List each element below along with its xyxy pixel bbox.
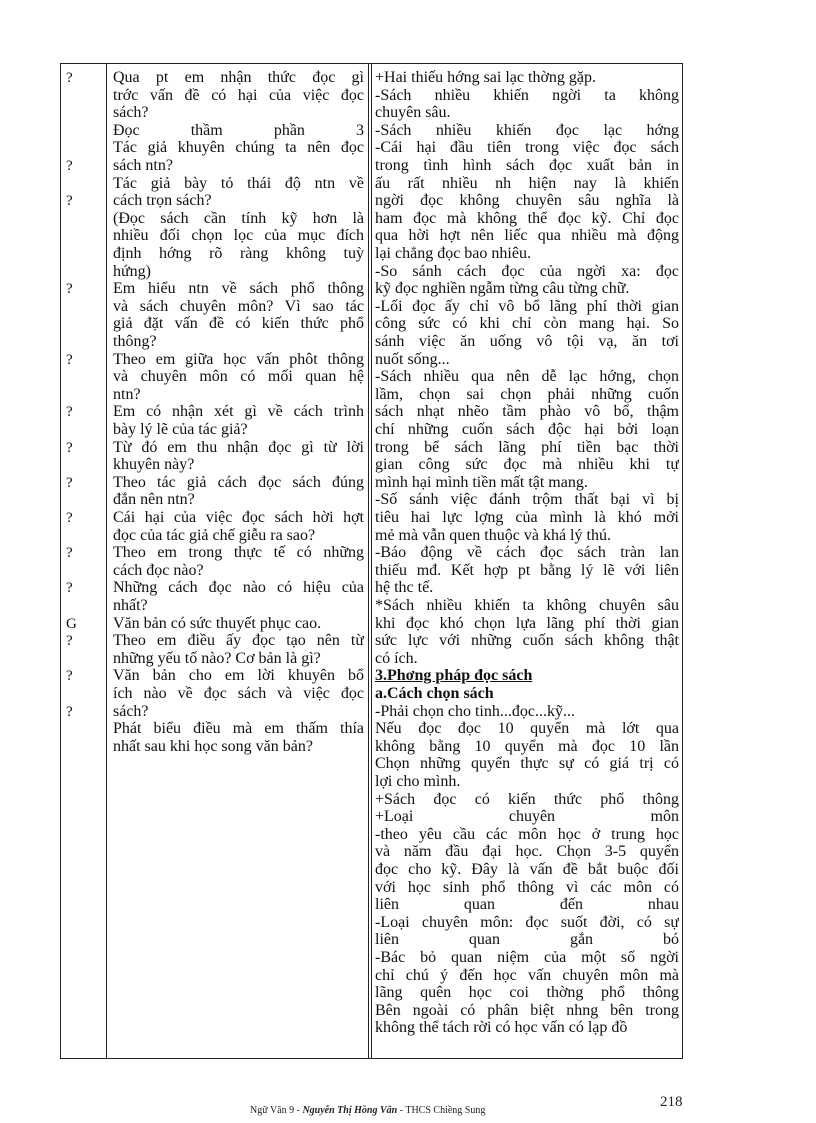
content-line: công sức có khi chỉ còn mang hại. So bbox=[375, 315, 679, 333]
question-line: những yếu tố nào? Cơ bản là gì? bbox=[113, 649, 321, 667]
question-line: Tác giả bày tỏ thái độ ntn về bbox=[113, 174, 364, 192]
question-mark: ? bbox=[66, 474, 73, 491]
content-line: mẻ mà vẫn quen thuộc và khá lý thú. bbox=[375, 526, 611, 544]
page-number: 218 bbox=[660, 1094, 683, 1110]
question-mark: G bbox=[66, 615, 77, 632]
content-line: chí những cuốn sách độc hại bởi loạn bbox=[375, 421, 679, 438]
content-line: và năm đầu đại học. Chọn 3-5 quyển bbox=[375, 843, 679, 861]
content-line: lãng quên học coi thờng phổ thông bbox=[375, 984, 679, 1002]
content-line: có ích. bbox=[375, 649, 418, 667]
content-line: Bên ngoài có phân biệt nhng bên trong bbox=[375, 1001, 679, 1019]
question-line: Theo em điều ấy đọc tạo nên từ bbox=[113, 632, 364, 650]
question-line: Văn bản có sức thuyết phục cao. bbox=[113, 614, 322, 632]
question-line: nhất? bbox=[113, 597, 148, 614]
content-line: trong bể sách lãng phí tiền bạc thời bbox=[375, 438, 679, 456]
content-line: tiêu hai lực lợng của mình là khó mởi bbox=[375, 509, 679, 526]
question-line: ích nào về đọc sách và việc đọc bbox=[113, 685, 364, 702]
content-line: -Sách nhiều qua nên dễ lạc hớng, chọn bbox=[375, 368, 679, 386]
content-line: *Sách nhiều khiến ta không chuyên sâu bbox=[375, 597, 679, 614]
content-line: liên quan gắn bó bbox=[375, 931, 679, 949]
question-line: Em có nhận xét gì về cách trình bbox=[113, 403, 364, 421]
question-line: Qua pt em nhận thức đọc gì bbox=[113, 69, 364, 86]
question-line: khuyên này? bbox=[113, 456, 195, 474]
question-line: sách? bbox=[113, 702, 149, 720]
question-line: Văn bản cho em lời khuyên bổ bbox=[113, 667, 364, 685]
content-line: -Số sánh việc đánh trộm thất bại vì bị bbox=[375, 491, 679, 509]
column-divider bbox=[106, 64, 107, 1058]
content-line: chuyên sâu. bbox=[375, 104, 451, 122]
content-line: gian công sức đọc mà nhiều khi tự bbox=[375, 456, 679, 474]
question-line: (Đọc sách cần tính kỹ hơn là bbox=[113, 209, 364, 227]
content-line: -Sách nhiều khiến ngời ta không bbox=[375, 86, 679, 104]
content-line: ham đọc mà không thể đọc kỹ. Chỉ đọc bbox=[375, 209, 679, 227]
question-line: đắn nên ntn? bbox=[113, 491, 195, 509]
content-line: lại chẳng đọc bao nhiêu. bbox=[375, 245, 531, 262]
question-line: cách đọc nào? bbox=[113, 561, 204, 579]
question-mark: ? bbox=[66, 404, 73, 421]
question-line: định hớng rõ ràng không tuỳ bbox=[113, 245, 364, 262]
content-line: -Loại chuyên môn: đọc suốt đời, có sự bbox=[375, 913, 679, 931]
lesson-table bbox=[60, 63, 683, 1059]
question-mark: ? bbox=[66, 193, 73, 210]
content-line: -Báo động về cách đọc sách tràn lan bbox=[375, 544, 679, 562]
column-divider bbox=[368, 64, 369, 1058]
footer-subject: Ngữ Văn 9 - bbox=[250, 1105, 300, 1116]
question-line: và chuyên môn có mối quan hệ bbox=[113, 368, 364, 386]
question-mark: ? bbox=[66, 580, 73, 597]
content-line: trong tình hình sách đọc xuất bản in bbox=[375, 157, 679, 174]
question-line: bày lý lẽ của tác giả? bbox=[113, 421, 248, 438]
question-line: Phát biểu điều mà em thấm thía bbox=[113, 720, 364, 738]
content-line: khi đọc khó chọn lựa lãng phí thời gian bbox=[375, 614, 679, 632]
question-mark: ? bbox=[66, 158, 73, 174]
question-line: thông? bbox=[113, 333, 157, 350]
content-line: -theo yêu cầu các môn học ở trung học bbox=[375, 825, 679, 843]
content-line: liên quan đến nhau bbox=[375, 896, 679, 914]
question-mark: ? bbox=[66, 351, 73, 368]
content-line: lợi cho mình. bbox=[375, 773, 461, 790]
question-line: cách trọn sách? bbox=[113, 192, 212, 210]
question-line: Tác giả khuyên chúng ta nên đọc bbox=[113, 139, 364, 157]
content-line: đọc cho kỹ. Đây là vấn đề bắt buộc đối bbox=[375, 861, 679, 878]
question-line: sách? bbox=[113, 104, 149, 122]
section-heading: 3.Phơng pháp đọc sách bbox=[375, 667, 533, 685]
question-line: và sách chuyên môn? Vì sao tác bbox=[113, 297, 364, 315]
page-footer bbox=[250, 1105, 485, 1116]
content-line: -So sánh cách đọc của ngời xa: đọc bbox=[375, 262, 679, 280]
question-line: Từ đó em thu nhận đọc gì từ lời bbox=[113, 438, 364, 456]
content-line: hệ thc tế. bbox=[375, 579, 434, 597]
content-line: ấu rất nhiều nh hiện nay là khiến bbox=[375, 174, 679, 192]
content-line: -Bác bỏ quan niệm của một số ngời bbox=[375, 949, 679, 966]
content-line: ngời đọc không chuyên sâu nghĩa là bbox=[375, 192, 679, 210]
question-mark: ? bbox=[66, 70, 73, 86]
content-line: không thể tách rời có học vấn có lạp đồ bbox=[375, 1019, 628, 1037]
content-line: +Hai thiếu hớng sai lạc thờng gặp. bbox=[375, 69, 597, 86]
question-mark: ? bbox=[66, 668, 73, 685]
footer-school: - THCS Chiềng Sung bbox=[399, 1105, 486, 1116]
content-line: thiếu mđ. Kết hợp pt bằng lý lẽ với liên bbox=[375, 561, 679, 579]
question-line: Những cách đọc nào có hiệu của bbox=[113, 579, 364, 597]
question-line: Theo em giữa học vấn phôt thông bbox=[113, 350, 364, 368]
content-line: -Phải chọn cho tinh...đọc...kỹ... bbox=[375, 702, 575, 720]
question-line: hứng) bbox=[113, 262, 151, 280]
subsection-heading: a.Cách chọn sách bbox=[375, 685, 494, 702]
question-line: nhiều đối chọn lọc của mục đích bbox=[113, 227, 364, 245]
content-line: sánh việc ăn uống vô tội vạ, ăn tơi bbox=[375, 333, 679, 350]
content-line: nuốt sống... bbox=[375, 350, 450, 368]
content-line: sức lực với những cuốn sách không thật bbox=[375, 632, 679, 650]
footer-author: Nguyễn Thị Hồng Vân bbox=[302, 1105, 398, 1116]
question-line: ntn? bbox=[113, 385, 141, 403]
content-line: -Cái hại đầu tiên trong việc đọc sách bbox=[375, 139, 679, 157]
content-line: Nếu đọc đọc 10 quyển mà lớt qua bbox=[375, 720, 679, 738]
question-line: giả đặt vấn đề có kiến thức phổ bbox=[113, 315, 364, 333]
question-line: đọc của tác giả chế giễu ra sao? bbox=[113, 526, 316, 544]
content-line: kỹ đọc nghiền ngẫm từng câu từng chữ. bbox=[375, 280, 630, 298]
question-line: Đọc thầm phần 3 bbox=[113, 121, 364, 139]
question-mark: ? bbox=[66, 703, 73, 720]
content-line: với học sinh phổ thông vì các môn có bbox=[375, 878, 679, 896]
content-line: qua hời hợt nên liếc qua nhiều mà động bbox=[375, 227, 679, 245]
question-mark: ? bbox=[66, 633, 73, 650]
content-line: -Lối đọc ấy chỉ vô bổ lãng phí thời gian bbox=[375, 297, 679, 315]
question-line: Em hiểu ntn về sách phổ thông bbox=[113, 280, 364, 298]
content-line: +Loại chuyên môn bbox=[375, 808, 679, 826]
question-line: trớc vấn đề có hại của việc đọc bbox=[113, 86, 364, 104]
content-line: +Sách đọc có kiến thức phổ thông bbox=[375, 790, 679, 808]
question-mark: ? bbox=[66, 545, 73, 562]
question-mark: ? bbox=[66, 439, 73, 456]
question-line: Cái hại của việc đọc sách hời hợt bbox=[113, 509, 364, 526]
content-line: không bằng 10 quyển mà đọc 10 lần bbox=[375, 737, 679, 755]
column-divider bbox=[371, 64, 372, 1058]
content-line: lầm, chọn sai chọn phải những cuốn bbox=[375, 385, 679, 403]
question-mark: ? bbox=[66, 510, 73, 526]
question-line: nhất sau khi học song văn bản? bbox=[113, 737, 313, 755]
question-line: Theo tác giả cách đọc sách đúng bbox=[113, 473, 364, 491]
content-line: mình hại mình tiền mất tật mang. bbox=[375, 473, 588, 491]
content-line: chỉ chú ý đến học vấn chuyên môn mà bbox=[375, 966, 679, 984]
content-line: Chọn những quyển thực sự có giá trị có bbox=[375, 755, 679, 773]
question-line: sách ntn? bbox=[113, 157, 173, 174]
question-line: Theo em trong thực tế có những bbox=[113, 544, 364, 562]
content-line: -Sách nhiều khiến đọc lạc hớng bbox=[375, 121, 679, 139]
question-mark: ? bbox=[66, 281, 73, 298]
content-line: sách nhạt nhẽo tầm phào vô bổ, thậm bbox=[375, 403, 679, 421]
